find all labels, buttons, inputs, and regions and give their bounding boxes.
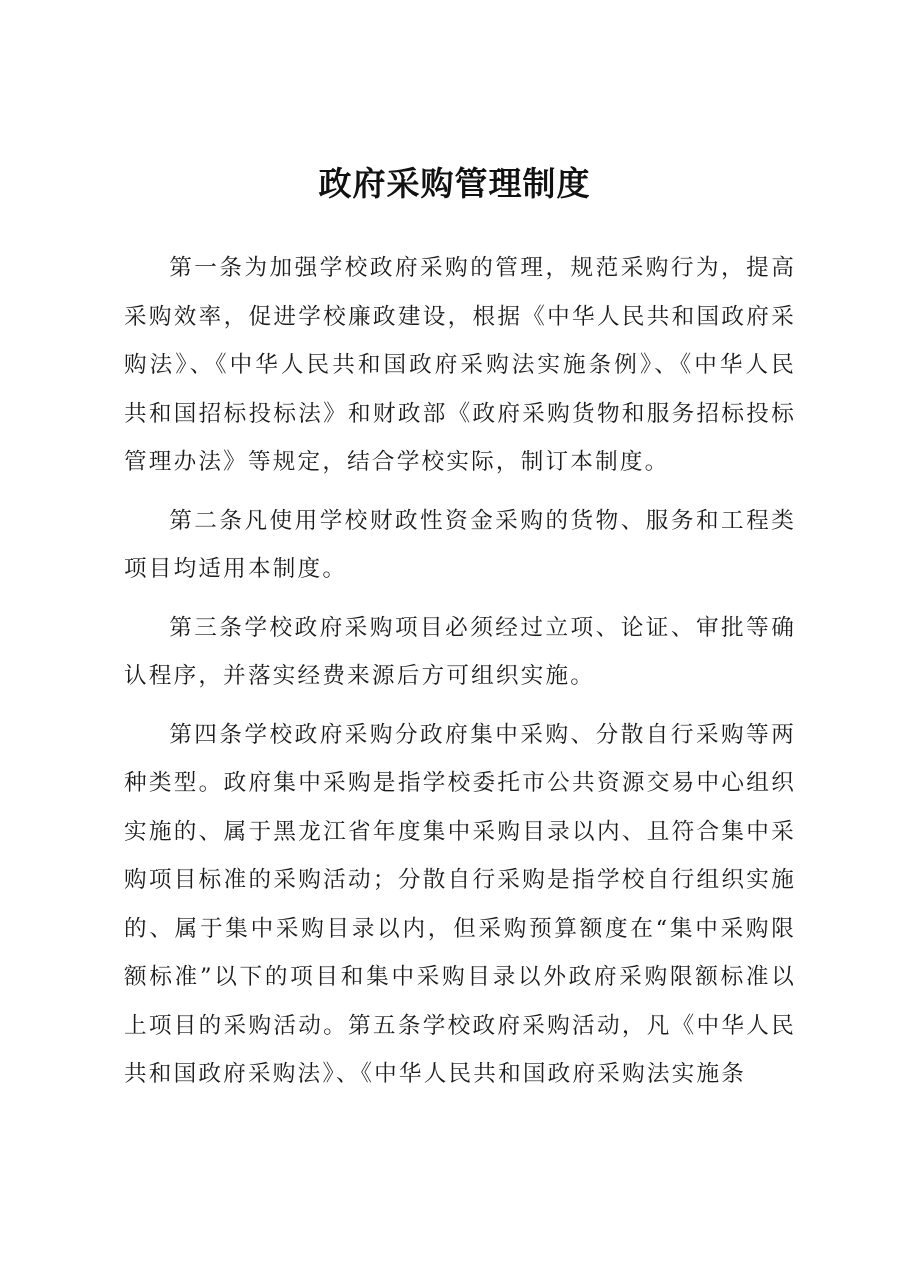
article-1-paragraph: 第一条为加强学校政府采购的管理，规范采购行为，提高采购效率，促进学校廉政建设，根据《中华人民共和国政府采购法》、《中华人民共和国政府采购法实施条例》、《中华人民共和国招标投标法》和财政部《政府采购货物和服务招标投标管理办法》等规定，结合学校实际，制订本制度。 [124,255,796,475]
article-2-paragraph: 第二条凡使用学校财政性资金采购的货物、服务和工程类项目均适用本制度。 [124,507,796,582]
document-body [124,244,796,1109]
article-4-paragraph: 第四条学校政府采购分政府集中采购、分散自行采购等两种类型。政府集中采购是指学校委托市公共资源交易中心组织实施的、属于黑龙江省年度集中采购目录以内、且符合集中采购项目标准的采购活动；分散自行采购是指学校自行组织实施的、属于集中采购目录以内，但采购预算额度在“集中采购限额标准”以下的项目和集中采购目录以外政府采购限额标准以上项目的采购活动。第五条学校政府采购活动，凡《中华人民共和国政府采购法》、《中华人民共和国政府采购法实施条 [124,721,796,1087]
document-title: 政府采购管理制度 [318,164,591,203]
article-3-paragraph: 第三条学校政府采购项目必须经过立项、论证、审批等确认程序，并落实经费来源后方可组织实施。 [124,614,796,689]
